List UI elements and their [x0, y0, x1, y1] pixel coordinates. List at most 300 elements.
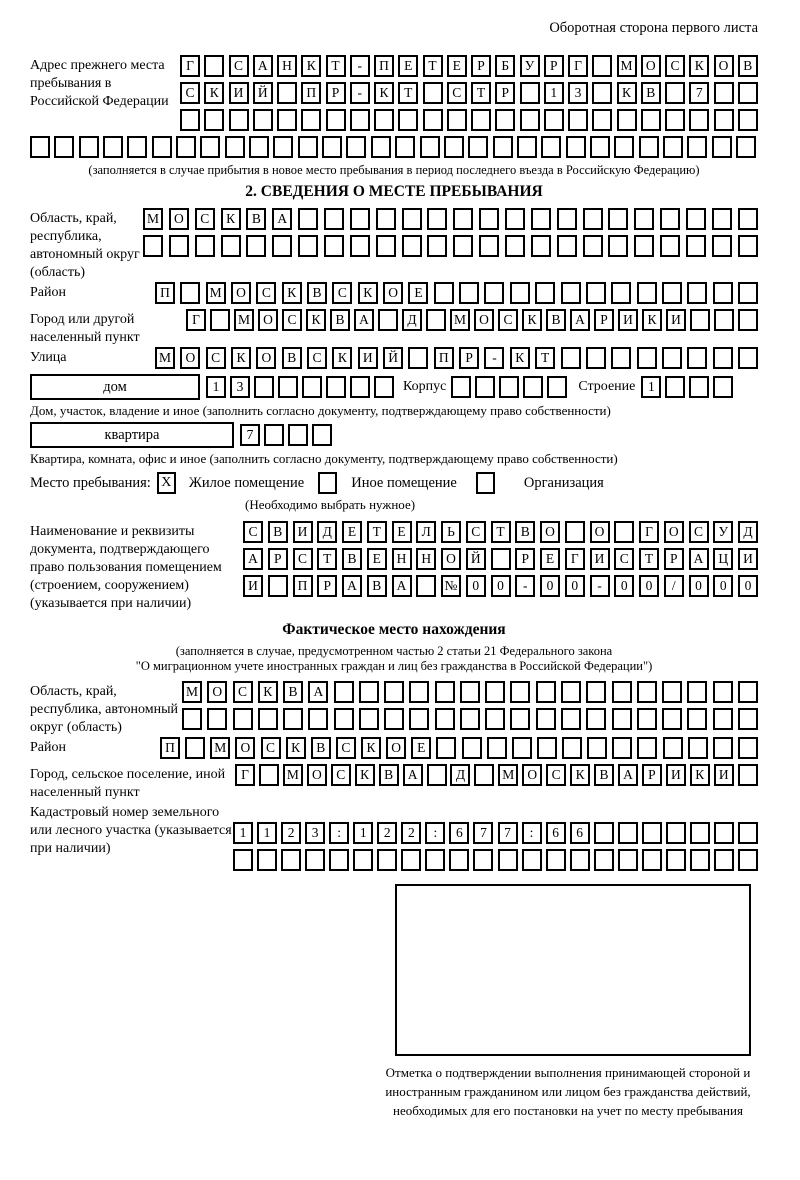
- char-cell[interactable]: М: [234, 309, 254, 331]
- char-cell[interactable]: [642, 849, 662, 871]
- char-cell[interactable]: [531, 235, 551, 257]
- char-cell[interactable]: 2: [401, 822, 421, 844]
- char-cell[interactable]: Е: [392, 521, 412, 543]
- char-cell[interactable]: [460, 681, 480, 703]
- char-cell[interactable]: Н: [416, 548, 436, 570]
- char-cell[interactable]: М: [210, 737, 230, 759]
- char-cell[interactable]: Р: [459, 347, 479, 369]
- char-cell[interactable]: 2: [377, 822, 397, 844]
- char-cell[interactable]: [712, 208, 732, 230]
- char-cell[interactable]: [592, 82, 612, 104]
- char-cell[interactable]: [409, 708, 429, 730]
- char-cell[interactable]: О: [235, 737, 255, 759]
- char-cell[interactable]: [660, 208, 680, 230]
- char-cell[interactable]: [660, 235, 680, 257]
- char-cell[interactable]: Е: [367, 548, 387, 570]
- char-cell[interactable]: [637, 737, 657, 759]
- char-cell[interactable]: [662, 708, 682, 730]
- char-cell[interactable]: [686, 235, 706, 257]
- char-cell[interactable]: С: [332, 282, 352, 304]
- char-cell[interactable]: [738, 764, 758, 786]
- char-cell[interactable]: [608, 235, 628, 257]
- char-cell[interactable]: А: [570, 309, 590, 331]
- char-cell[interactable]: [642, 822, 662, 844]
- char-cell[interactable]: [612, 737, 632, 759]
- char-cell[interactable]: [608, 208, 628, 230]
- char-cell[interactable]: С: [614, 548, 634, 570]
- char-cell[interactable]: П: [160, 737, 180, 759]
- char-cell[interactable]: [416, 575, 436, 597]
- char-cell[interactable]: [460, 708, 480, 730]
- char-cell[interactable]: [713, 376, 733, 398]
- char-cell[interactable]: П: [155, 282, 175, 304]
- char-cell[interactable]: [384, 708, 404, 730]
- char-cell[interactable]: К: [282, 282, 302, 304]
- char-cell[interactable]: О: [231, 282, 251, 304]
- char-cell[interactable]: [281, 849, 301, 871]
- char-cell[interactable]: [662, 347, 682, 369]
- char-cell[interactable]: [302, 376, 322, 398]
- char-cell[interactable]: [614, 521, 634, 543]
- char-cell[interactable]: И: [590, 548, 610, 570]
- char-cell[interactable]: 0: [491, 575, 511, 597]
- char-cell[interactable]: Т: [535, 347, 555, 369]
- char-cell[interactable]: [687, 708, 707, 730]
- char-cell[interactable]: С: [261, 737, 281, 759]
- char-cell[interactable]: Е: [408, 282, 428, 304]
- char-cell[interactable]: О: [641, 55, 661, 77]
- char-cell[interactable]: О: [540, 521, 560, 543]
- char-cell[interactable]: [322, 136, 342, 158]
- char-cell[interactable]: [612, 708, 632, 730]
- char-cell[interactable]: [713, 737, 733, 759]
- char-cell[interactable]: [210, 309, 230, 331]
- char-cell[interactable]: [617, 109, 637, 131]
- char-cell[interactable]: П: [374, 55, 394, 77]
- char-cell[interactable]: Т: [367, 521, 387, 543]
- char-cell[interactable]: [258, 708, 278, 730]
- char-cell[interactable]: [268, 575, 288, 597]
- char-cell[interactable]: [427, 764, 447, 786]
- char-cell[interactable]: [590, 136, 610, 158]
- char-cell[interactable]: :: [329, 822, 349, 844]
- char-cell[interactable]: [346, 136, 366, 158]
- char-cell[interactable]: [459, 282, 479, 304]
- char-cell[interactable]: [663, 737, 683, 759]
- char-cell[interactable]: [312, 424, 332, 446]
- char-cell[interactable]: Р: [544, 55, 564, 77]
- char-cell[interactable]: -: [590, 575, 610, 597]
- char-cell[interactable]: [277, 82, 297, 104]
- char-cell[interactable]: М: [206, 282, 226, 304]
- char-cell[interactable]: [378, 309, 398, 331]
- char-cell[interactable]: О: [590, 521, 610, 543]
- char-cell[interactable]: О: [383, 282, 403, 304]
- char-cell[interactable]: М: [143, 208, 163, 230]
- char-cell[interactable]: №: [441, 575, 461, 597]
- char-cell[interactable]: [570, 849, 590, 871]
- char-cell[interactable]: Г: [639, 521, 659, 543]
- char-cell[interactable]: [376, 208, 396, 230]
- char-cell[interactable]: [618, 822, 638, 844]
- char-cell[interactable]: [713, 347, 733, 369]
- char-cell[interactable]: И: [229, 82, 249, 104]
- char-cell[interactable]: [618, 849, 638, 871]
- char-cell[interactable]: [517, 136, 537, 158]
- char-cell[interactable]: Т: [423, 55, 443, 77]
- char-cell[interactable]: [408, 347, 428, 369]
- char-cell[interactable]: К: [510, 347, 530, 369]
- char-cell[interactable]: Е: [398, 55, 418, 77]
- char-cell[interactable]: О: [307, 764, 327, 786]
- char-cell[interactable]: Е: [342, 521, 362, 543]
- char-cell[interactable]: В: [246, 208, 266, 230]
- char-cell[interactable]: [221, 235, 241, 257]
- char-cell[interactable]: [495, 109, 515, 131]
- char-cell[interactable]: К: [332, 347, 352, 369]
- char-cell[interactable]: А: [308, 681, 328, 703]
- char-cell[interactable]: [536, 708, 556, 730]
- char-cell[interactable]: [253, 109, 273, 131]
- char-cell[interactable]: Р: [495, 82, 515, 104]
- char-cell[interactable]: К: [361, 737, 381, 759]
- char-cell[interactable]: [204, 109, 224, 131]
- char-cell[interactable]: [738, 708, 758, 730]
- char-cell[interactable]: [510, 681, 530, 703]
- char-cell[interactable]: [350, 208, 370, 230]
- char-cell[interactable]: А: [354, 309, 374, 331]
- char-cell[interactable]: [587, 737, 607, 759]
- char-cell[interactable]: [257, 849, 277, 871]
- char-cell[interactable]: К: [642, 309, 662, 331]
- char-cell[interactable]: 3: [230, 376, 250, 398]
- char-cell[interactable]: [583, 235, 603, 257]
- char-cell[interactable]: И: [666, 309, 686, 331]
- char-cell[interactable]: С: [336, 737, 356, 759]
- char-cell[interactable]: [229, 109, 249, 131]
- char-cell[interactable]: Й: [466, 548, 486, 570]
- char-cell[interactable]: [180, 282, 200, 304]
- char-cell[interactable]: В: [367, 575, 387, 597]
- char-cell[interactable]: [462, 737, 482, 759]
- char-cell[interactable]: Г: [235, 764, 255, 786]
- char-cell[interactable]: И: [243, 575, 263, 597]
- checkbox-organizaciya[interactable]: [476, 472, 495, 494]
- char-cell[interactable]: А: [342, 575, 362, 597]
- char-cell[interactable]: [666, 849, 686, 871]
- char-cell[interactable]: /: [664, 575, 684, 597]
- char-cell[interactable]: [420, 136, 440, 158]
- char-cell[interactable]: [687, 347, 707, 369]
- char-cell[interactable]: 2: [281, 822, 301, 844]
- char-cell[interactable]: [561, 708, 581, 730]
- char-cell[interactable]: [505, 208, 525, 230]
- char-cell[interactable]: [326, 376, 346, 398]
- char-cell[interactable]: О: [441, 548, 461, 570]
- char-cell[interactable]: [485, 681, 505, 703]
- char-cell[interactable]: [484, 282, 504, 304]
- char-cell[interactable]: 3: [305, 822, 325, 844]
- char-cell[interactable]: [714, 82, 734, 104]
- char-cell[interactable]: С: [282, 309, 302, 331]
- char-cell[interactable]: [565, 521, 585, 543]
- char-cell[interactable]: К: [522, 309, 542, 331]
- char-cell[interactable]: А: [392, 575, 412, 597]
- char-cell[interactable]: [637, 347, 657, 369]
- char-cell[interactable]: [143, 235, 163, 257]
- char-cell[interactable]: [712, 136, 732, 158]
- char-cell[interactable]: [520, 109, 540, 131]
- char-cell[interactable]: Р: [515, 548, 535, 570]
- char-cell[interactable]: [152, 136, 172, 158]
- char-cell[interactable]: [103, 136, 123, 158]
- char-cell[interactable]: [738, 849, 758, 871]
- char-cell[interactable]: [566, 136, 586, 158]
- char-cell[interactable]: С: [293, 548, 313, 570]
- char-cell[interactable]: [254, 376, 274, 398]
- char-cell[interactable]: С: [180, 82, 200, 104]
- char-cell[interactable]: [714, 109, 734, 131]
- char-cell[interactable]: [301, 109, 321, 131]
- char-cell[interactable]: В: [283, 681, 303, 703]
- char-cell[interactable]: [204, 55, 224, 77]
- char-cell[interactable]: О: [180, 347, 200, 369]
- char-cell[interactable]: В: [546, 309, 566, 331]
- char-cell[interactable]: Р: [642, 764, 662, 786]
- char-cell[interactable]: [687, 282, 707, 304]
- char-cell[interactable]: [611, 282, 631, 304]
- char-cell[interactable]: [738, 282, 758, 304]
- char-cell[interactable]: [374, 376, 394, 398]
- char-cell[interactable]: [535, 282, 555, 304]
- char-cell[interactable]: [611, 347, 631, 369]
- char-cell[interactable]: М: [450, 309, 470, 331]
- char-cell[interactable]: 6: [546, 822, 566, 844]
- char-cell[interactable]: [384, 681, 404, 703]
- char-cell[interactable]: [738, 681, 758, 703]
- char-cell[interactable]: [637, 681, 657, 703]
- char-cell[interactable]: [305, 849, 325, 871]
- char-cell[interactable]: [557, 235, 577, 257]
- char-cell[interactable]: [537, 737, 557, 759]
- char-cell[interactable]: [634, 208, 654, 230]
- char-cell[interactable]: [398, 109, 418, 131]
- char-cell[interactable]: [435, 681, 455, 703]
- char-cell[interactable]: 7: [689, 82, 709, 104]
- char-cell[interactable]: К: [286, 737, 306, 759]
- char-cell[interactable]: [510, 282, 530, 304]
- char-cell[interactable]: [592, 55, 612, 77]
- char-cell[interactable]: 7: [240, 424, 260, 446]
- char-cell[interactable]: Т: [471, 82, 491, 104]
- char-cell[interactable]: Н: [392, 548, 412, 570]
- char-cell[interactable]: [714, 309, 734, 331]
- char-cell[interactable]: 7: [498, 822, 518, 844]
- char-cell[interactable]: [512, 737, 532, 759]
- char-cell[interactable]: [586, 681, 606, 703]
- char-cell[interactable]: [663, 136, 683, 158]
- char-cell[interactable]: [425, 849, 445, 871]
- char-cell[interactable]: [353, 849, 373, 871]
- char-cell[interactable]: [426, 309, 446, 331]
- char-cell[interactable]: 0: [738, 575, 758, 597]
- char-cell[interactable]: [79, 136, 99, 158]
- char-cell[interactable]: Р: [594, 309, 614, 331]
- char-cell[interactable]: О: [258, 309, 278, 331]
- char-cell[interactable]: [359, 681, 379, 703]
- char-cell[interactable]: [435, 708, 455, 730]
- char-cell[interactable]: П: [434, 347, 454, 369]
- char-cell[interactable]: [449, 849, 469, 871]
- char-cell[interactable]: [491, 548, 511, 570]
- char-cell[interactable]: [453, 235, 473, 257]
- char-cell[interactable]: [562, 737, 582, 759]
- char-cell[interactable]: С: [689, 521, 709, 543]
- char-cell[interactable]: Б: [495, 55, 515, 77]
- char-cell[interactable]: М: [182, 681, 202, 703]
- char-cell[interactable]: И: [714, 764, 734, 786]
- char-cell[interactable]: :: [522, 822, 542, 844]
- char-cell[interactable]: Ц: [713, 548, 733, 570]
- char-cell[interactable]: [479, 208, 499, 230]
- char-cell[interactable]: [738, 109, 758, 131]
- char-cell[interactable]: [586, 282, 606, 304]
- char-cell[interactable]: А: [272, 208, 292, 230]
- char-cell[interactable]: 7: [473, 822, 493, 844]
- char-cell[interactable]: [546, 849, 566, 871]
- char-cell[interactable]: В: [641, 82, 661, 104]
- char-cell[interactable]: [686, 208, 706, 230]
- char-cell[interactable]: [510, 708, 530, 730]
- char-cell[interactable]: [568, 109, 588, 131]
- char-cell[interactable]: О: [207, 681, 227, 703]
- char-cell[interactable]: В: [515, 521, 535, 543]
- char-cell[interactable]: [520, 82, 540, 104]
- char-cell[interactable]: С: [229, 55, 249, 77]
- char-cell[interactable]: К: [301, 55, 321, 77]
- char-cell[interactable]: [505, 235, 525, 257]
- char-cell[interactable]: Н: [277, 55, 297, 77]
- char-cell[interactable]: :: [425, 822, 445, 844]
- char-cell[interactable]: А: [618, 764, 638, 786]
- char-cell[interactable]: [713, 681, 733, 703]
- char-cell[interactable]: [409, 681, 429, 703]
- char-cell[interactable]: К: [617, 82, 637, 104]
- char-cell[interactable]: [326, 109, 346, 131]
- char-cell[interactable]: [185, 737, 205, 759]
- char-cell[interactable]: [288, 424, 308, 446]
- char-cell[interactable]: [434, 282, 454, 304]
- char-cell[interactable]: [401, 849, 421, 871]
- char-cell[interactable]: [225, 136, 245, 158]
- char-cell[interactable]: В: [379, 764, 399, 786]
- char-cell[interactable]: Г: [180, 55, 200, 77]
- char-cell[interactable]: [498, 849, 518, 871]
- char-cell[interactable]: Т: [317, 548, 337, 570]
- char-cell[interactable]: И: [293, 521, 313, 543]
- char-cell[interactable]: С: [256, 282, 276, 304]
- char-cell[interactable]: [713, 708, 733, 730]
- char-cell[interactable]: [687, 681, 707, 703]
- char-cell[interactable]: А: [689, 548, 709, 570]
- char-cell[interactable]: Г: [568, 55, 588, 77]
- char-cell[interactable]: Е: [411, 737, 431, 759]
- char-cell[interactable]: [468, 136, 488, 158]
- char-cell[interactable]: [474, 764, 494, 786]
- char-cell[interactable]: С: [466, 521, 486, 543]
- char-cell[interactable]: [594, 822, 614, 844]
- char-cell[interactable]: [195, 235, 215, 257]
- char-cell[interactable]: [738, 82, 758, 104]
- char-cell[interactable]: [277, 109, 297, 131]
- char-cell[interactable]: С: [665, 55, 685, 77]
- char-cell[interactable]: [436, 737, 456, 759]
- char-cell[interactable]: [427, 208, 447, 230]
- char-cell[interactable]: О: [474, 309, 494, 331]
- char-cell[interactable]: [246, 235, 266, 257]
- char-cell[interactable]: [689, 376, 709, 398]
- char-cell[interactable]: К: [690, 764, 710, 786]
- char-cell[interactable]: [594, 849, 614, 871]
- char-cell[interactable]: Т: [398, 82, 418, 104]
- char-cell[interactable]: Г: [565, 548, 585, 570]
- char-cell[interactable]: [233, 849, 253, 871]
- char-cell[interactable]: К: [355, 764, 375, 786]
- char-cell[interactable]: 0: [565, 575, 585, 597]
- char-cell[interactable]: [583, 208, 603, 230]
- char-cell[interactable]: 1: [233, 822, 253, 844]
- char-cell[interactable]: [531, 208, 551, 230]
- char-cell[interactable]: [180, 109, 200, 131]
- char-cell[interactable]: [479, 235, 499, 257]
- char-cell[interactable]: [200, 136, 220, 158]
- char-cell[interactable]: [308, 708, 328, 730]
- char-cell[interactable]: О: [169, 208, 189, 230]
- char-cell[interactable]: [324, 235, 344, 257]
- char-cell[interactable]: К: [204, 82, 224, 104]
- char-cell[interactable]: [714, 822, 734, 844]
- char-cell[interactable]: М: [283, 764, 303, 786]
- char-cell[interactable]: [612, 681, 632, 703]
- char-cell[interactable]: 6: [449, 822, 469, 844]
- char-cell[interactable]: [176, 136, 196, 158]
- char-cell[interactable]: Р: [268, 548, 288, 570]
- char-cell[interactable]: [334, 708, 354, 730]
- char-cell[interactable]: [54, 136, 74, 158]
- char-cell[interactable]: [536, 681, 556, 703]
- char-cell[interactable]: С: [546, 764, 566, 786]
- char-cell[interactable]: [475, 376, 495, 398]
- apartment-type-box[interactable]: квартира: [30, 422, 234, 448]
- char-cell[interactable]: С: [233, 681, 253, 703]
- char-cell[interactable]: П: [293, 575, 313, 597]
- char-cell[interactable]: [738, 347, 758, 369]
- char-cell[interactable]: Д: [738, 521, 758, 543]
- char-cell[interactable]: [592, 109, 612, 131]
- char-cell[interactable]: Е: [540, 548, 560, 570]
- char-cell[interactable]: 0: [614, 575, 634, 597]
- char-cell[interactable]: О: [256, 347, 276, 369]
- char-cell[interactable]: [639, 136, 659, 158]
- char-cell[interactable]: С: [498, 309, 518, 331]
- char-cell[interactable]: О: [664, 521, 684, 543]
- char-cell[interactable]: [523, 376, 543, 398]
- char-cell[interactable]: [690, 822, 710, 844]
- char-cell[interactable]: -: [515, 575, 535, 597]
- char-cell[interactable]: Т: [639, 548, 659, 570]
- char-cell[interactable]: [665, 82, 685, 104]
- char-cell[interactable]: [561, 282, 581, 304]
